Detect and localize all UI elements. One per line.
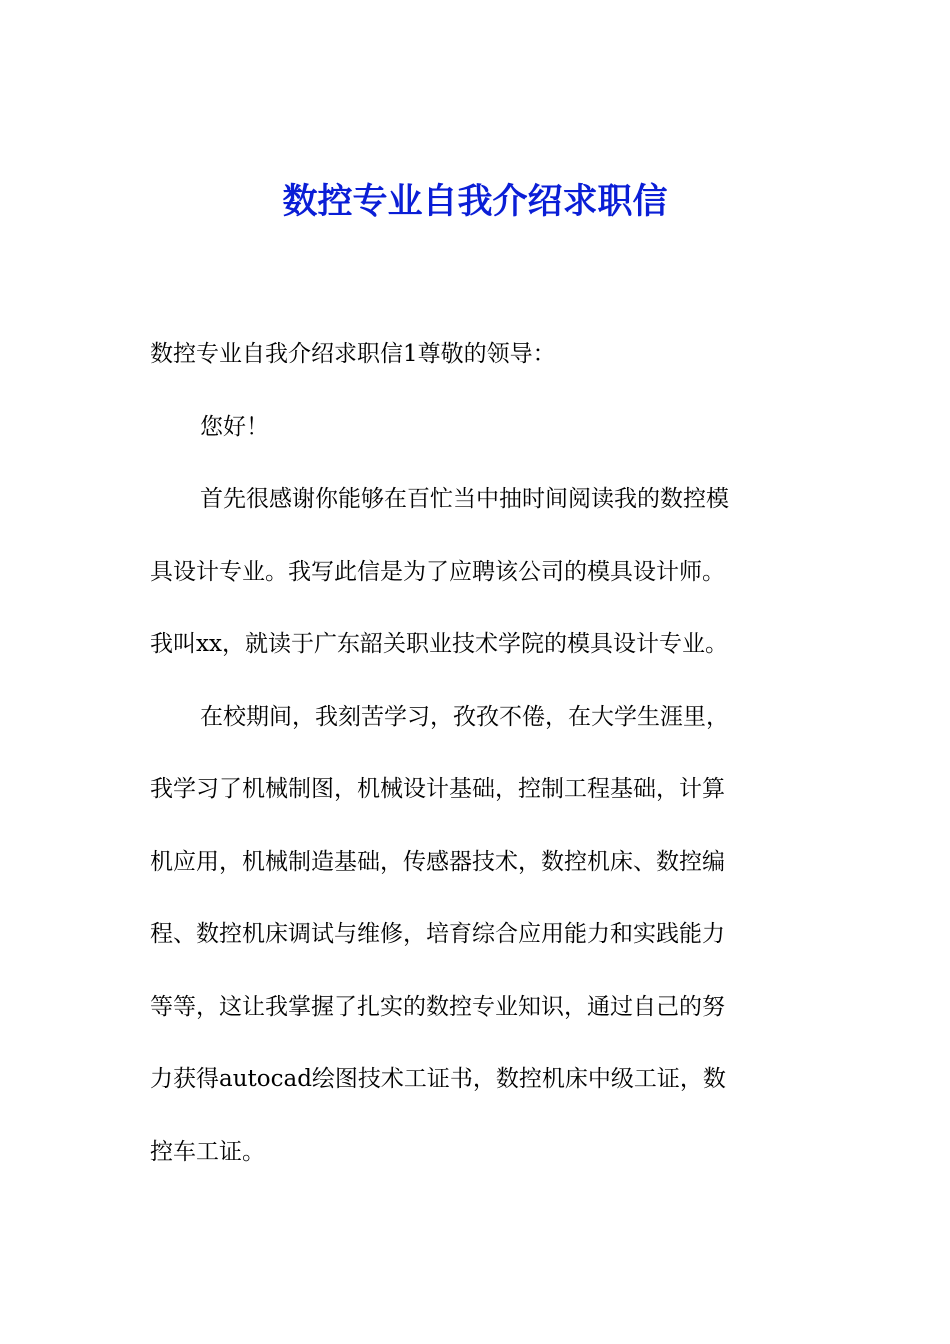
body-line: 我叫xx，就读于广东韶关职业技术学院的模具设计专业。: [150, 631, 728, 657]
body-line: 我学习了机械制图，机械设计基础，控制工程基础，计算: [150, 776, 725, 802]
body-line: 机应用，机械制造基础，传感器技术，数控机床、数控编: [150, 848, 725, 875]
body-line: 在校期间，我刻苦学习，孜孜不倦，在大学生涯里，: [200, 703, 729, 730]
body-line: 数控专业自我介绍求职信1尊敬的领导：: [150, 341, 556, 367]
document-body: [150, 318, 795, 1188]
body-line: 力获得autocad绘图技术工证书，数控机床中级工证，数: [150, 1066, 726, 1092]
body-line: 首先很感谢你能够在百忙当中抽时间阅读我的数控模: [200, 486, 729, 512]
document-title: 数控专业自我介绍求职信: [282, 181, 668, 222]
body-line: 程、数控机床调试与维修，培育综合应用能力和实践能力: [150, 921, 725, 947]
body-line: 等等，这让我掌握了扎实的数控专业知识，通过自己的努: [150, 993, 725, 1020]
body-line-greeting: 您好！: [200, 413, 269, 440]
body-line: 具设计专业。我写此信是为了应聘该公司的模具设计师。: [150, 558, 725, 585]
body-line: 控车工证。: [150, 1138, 265, 1165]
